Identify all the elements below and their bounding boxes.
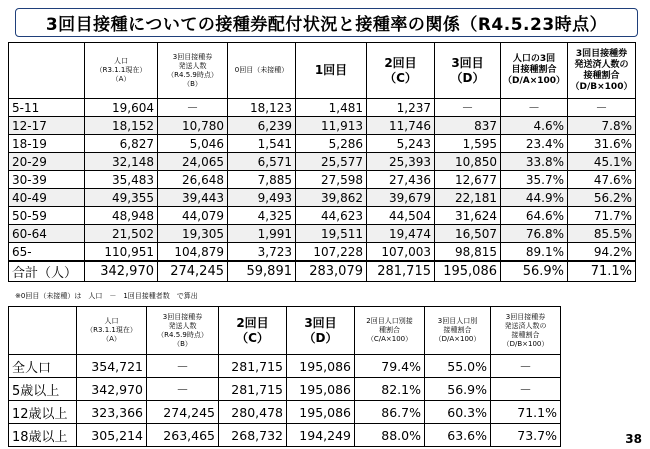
row-label: 60-64: [9, 225, 85, 243]
table-cell: 27,598: [296, 171, 367, 189]
table-cell: 48,948: [85, 207, 158, 225]
table-cell: 56.2%: [568, 189, 636, 207]
table-cell: 195,086: [287, 355, 355, 378]
vaccination-age-table: [8, 42, 636, 282]
header-tickets-sent: 3回目接種券 発送人数 （R4.5.9時点） （B）: [147, 307, 219, 355]
header-rate-tickets: 3回目接種券 発送済人数の 接種割合 （D/B×100）: [568, 43, 636, 99]
header-dose3: 3回目 （D）: [287, 307, 355, 355]
table-cell: 26,648: [158, 171, 228, 189]
total-cell: 195,086: [435, 261, 501, 282]
header-rate-tickets: 3回目接種券 発送済人数の 接種割合 （D/B×100）: [491, 307, 561, 355]
table-cell: 19,604: [85, 99, 158, 117]
table-cell: 7,885: [228, 171, 296, 189]
page-number: 38: [625, 432, 642, 446]
table-row: [9, 424, 561, 447]
table-cell: 9,493: [228, 189, 296, 207]
header-tickets-sent: 3回目接種券 発送人数 （R4.5.9時点） （B）: [158, 43, 228, 99]
table-row: [9, 117, 636, 135]
table-row: [9, 243, 636, 262]
table-cell: 60.3%: [425, 401, 491, 424]
table-cell: －: [147, 355, 219, 378]
vaccination-summary-table: [8, 306, 561, 447]
table-cell: 4.6%: [501, 117, 568, 135]
row-label: 全人口: [9, 355, 77, 378]
row-label: 50-59: [9, 207, 85, 225]
table-cell: 94.2%: [568, 243, 636, 262]
table-cell: 25,393: [367, 153, 435, 171]
row-label: 18歳以上: [9, 424, 77, 447]
table-cell: 280,478: [219, 401, 287, 424]
row-label: 12-17: [9, 117, 85, 135]
table-cell: 44,079: [158, 207, 228, 225]
row-label: 5-11: [9, 99, 85, 117]
table-cell: 33.8%: [501, 153, 568, 171]
table-cell: 6,239: [228, 117, 296, 135]
table-row: [9, 225, 636, 243]
table-cell: 107,228: [296, 243, 367, 262]
total-cell: 281,715: [367, 261, 435, 282]
table-cell: 323,366: [77, 401, 147, 424]
table-cell: －: [435, 99, 501, 117]
total-cell: 274,245: [158, 261, 228, 282]
table-cell: 837: [435, 117, 501, 135]
table-cell: 354,721: [77, 355, 147, 378]
table-cell: 107,003: [367, 243, 435, 262]
total-row: [9, 261, 636, 282]
table-cell: 31.6%: [568, 135, 636, 153]
table-cell: 19,474: [367, 225, 435, 243]
table-cell: 263,465: [147, 424, 219, 447]
footnote: ※0回目（未接種）は 人口 － 1回目接種者数 で算出: [15, 292, 198, 300]
table-cell: 1,481: [296, 99, 367, 117]
table-cell: 1,595: [435, 135, 501, 153]
row-label: 5歳以上: [9, 378, 77, 401]
header-population: 人口 （R3.1.1現在） （A）: [85, 43, 158, 99]
table-cell: 274,245: [147, 401, 219, 424]
table-row: [9, 401, 561, 424]
table-cell: 25,577: [296, 153, 367, 171]
table-cell: 44,623: [296, 207, 367, 225]
table-cell: 10,780: [158, 117, 228, 135]
table-cell: 19,511: [296, 225, 367, 243]
header-cell: [9, 43, 85, 99]
table-cell: 194,249: [287, 424, 355, 447]
table-cell: 82.1%: [355, 378, 425, 401]
table-header-row: [9, 307, 561, 355]
table-cell: 32,148: [85, 153, 158, 171]
table-cell: 21,502: [85, 225, 158, 243]
table-cell: －: [147, 378, 219, 401]
table-cell: 4,325: [228, 207, 296, 225]
table-cell: 1,237: [367, 99, 435, 117]
table-cell: 49,355: [85, 189, 158, 207]
table-cell: 31,624: [435, 207, 501, 225]
table-cell: 16,507: [435, 225, 501, 243]
table-cell: 79.4%: [355, 355, 425, 378]
table-cell: 342,970: [77, 378, 147, 401]
table-cell: 47.6%: [568, 171, 636, 189]
header-rate-dose3: 3回目人口別 接種割合 （D/A×100）: [425, 307, 491, 355]
table-cell: 86.7%: [355, 401, 425, 424]
row-label: 65-: [9, 243, 85, 262]
table-cell: 12,677: [435, 171, 501, 189]
table-cell: 22,181: [435, 189, 501, 207]
table-row: [9, 99, 636, 117]
total-label: 合計（人）: [9, 261, 85, 282]
table-cell: 7.8%: [568, 117, 636, 135]
table-cell: 6,571: [228, 153, 296, 171]
table-cell: 44.9%: [501, 189, 568, 207]
table-cell: 18,123: [228, 99, 296, 117]
table-cell: －: [158, 99, 228, 117]
table-cell: 71.7%: [568, 207, 636, 225]
table-cell: 39,443: [158, 189, 228, 207]
table-cell: 71.1%: [491, 401, 561, 424]
table-cell: 55.0%: [425, 355, 491, 378]
table-cell: 35,483: [85, 171, 158, 189]
table-cell: 11,913: [296, 117, 367, 135]
table-cell: 10,850: [435, 153, 501, 171]
table-cell: 195,086: [287, 378, 355, 401]
table-row: [9, 378, 561, 401]
table-row: [9, 189, 636, 207]
table-cell: 39,679: [367, 189, 435, 207]
table-cell: 268,732: [219, 424, 287, 447]
table-row: [9, 207, 636, 225]
table-cell: 5,286: [296, 135, 367, 153]
table-row: [9, 153, 636, 171]
row-label: 12歳以上: [9, 401, 77, 424]
table-cell: 195,086: [287, 401, 355, 424]
table-cell: 11,746: [367, 117, 435, 135]
table-row: [9, 135, 636, 153]
table-cell: －: [568, 99, 636, 117]
table-cell: 281,715: [219, 378, 287, 401]
table-row: [9, 355, 561, 378]
row-label: 40-49: [9, 189, 85, 207]
table-cell: 5,243: [367, 135, 435, 153]
table-cell: 24,065: [158, 153, 228, 171]
table-cell: 64.6%: [501, 207, 568, 225]
table-cell: 104,879: [158, 243, 228, 262]
header-population: 人口 （R3.1.1現在） （A）: [77, 307, 147, 355]
table-cell: 56.9%: [425, 378, 491, 401]
total-cell: 283,079: [296, 261, 367, 282]
table-cell: 5,046: [158, 135, 228, 153]
table-cell: 19,305: [158, 225, 228, 243]
header-dose1: 1回目: [296, 43, 367, 99]
table-cell: 89.1%: [501, 243, 568, 262]
table-cell: 1,541: [228, 135, 296, 153]
header-dose0: 0回目（未接種）: [228, 43, 296, 99]
table-cell: 23.4%: [501, 135, 568, 153]
header-dose2: 2回目 （C）: [367, 43, 435, 99]
table-row: [9, 171, 636, 189]
table-cell: 305,214: [77, 424, 147, 447]
table-cell: 6,827: [85, 135, 158, 153]
table-cell: 281,715: [219, 355, 287, 378]
header-rate-dose2: 2回目人口別接 種割合 （C/A×100）: [355, 307, 425, 355]
header-dose2: 2回目 （C）: [219, 307, 287, 355]
table-header-row: [9, 43, 636, 99]
total-cell: 56.9%: [501, 261, 568, 282]
table-cell: 39,862: [296, 189, 367, 207]
table-cell: 35.7%: [501, 171, 568, 189]
total-cell: 59,891: [228, 261, 296, 282]
header-rate-population: 人口の3回 目接種割合 （D/A×100）: [501, 43, 568, 99]
table-cell: 18,152: [85, 117, 158, 135]
table-cell: －: [501, 99, 568, 117]
header-cell: [9, 307, 77, 355]
total-cell: 71.1%: [568, 261, 636, 282]
table-cell: 45.1%: [568, 153, 636, 171]
table-cell: 85.5%: [568, 225, 636, 243]
table-cell: 1,991: [228, 225, 296, 243]
table-cell: 27,436: [367, 171, 435, 189]
table-cell: －: [491, 355, 561, 378]
table-cell: 63.6%: [425, 424, 491, 447]
table-cell: 44,504: [367, 207, 435, 225]
row-label: 18-19: [9, 135, 85, 153]
table-cell: 3,723: [228, 243, 296, 262]
row-label: 30-39: [9, 171, 85, 189]
table-cell: 76.8%: [501, 225, 568, 243]
table-cell: 98,815: [435, 243, 501, 262]
page-title: 3回目接種についての接種券配付状況と接種率の関係（R4.5.23時点）: [15, 8, 638, 37]
total-cell: 342,970: [85, 261, 158, 282]
table-cell: －: [491, 378, 561, 401]
table-cell: 110,951: [85, 243, 158, 262]
table-cell: 73.7%: [491, 424, 561, 447]
row-label: 20-29: [9, 153, 85, 171]
table-cell: 88.0%: [355, 424, 425, 447]
header-dose3: 3回目 （D）: [435, 43, 501, 99]
